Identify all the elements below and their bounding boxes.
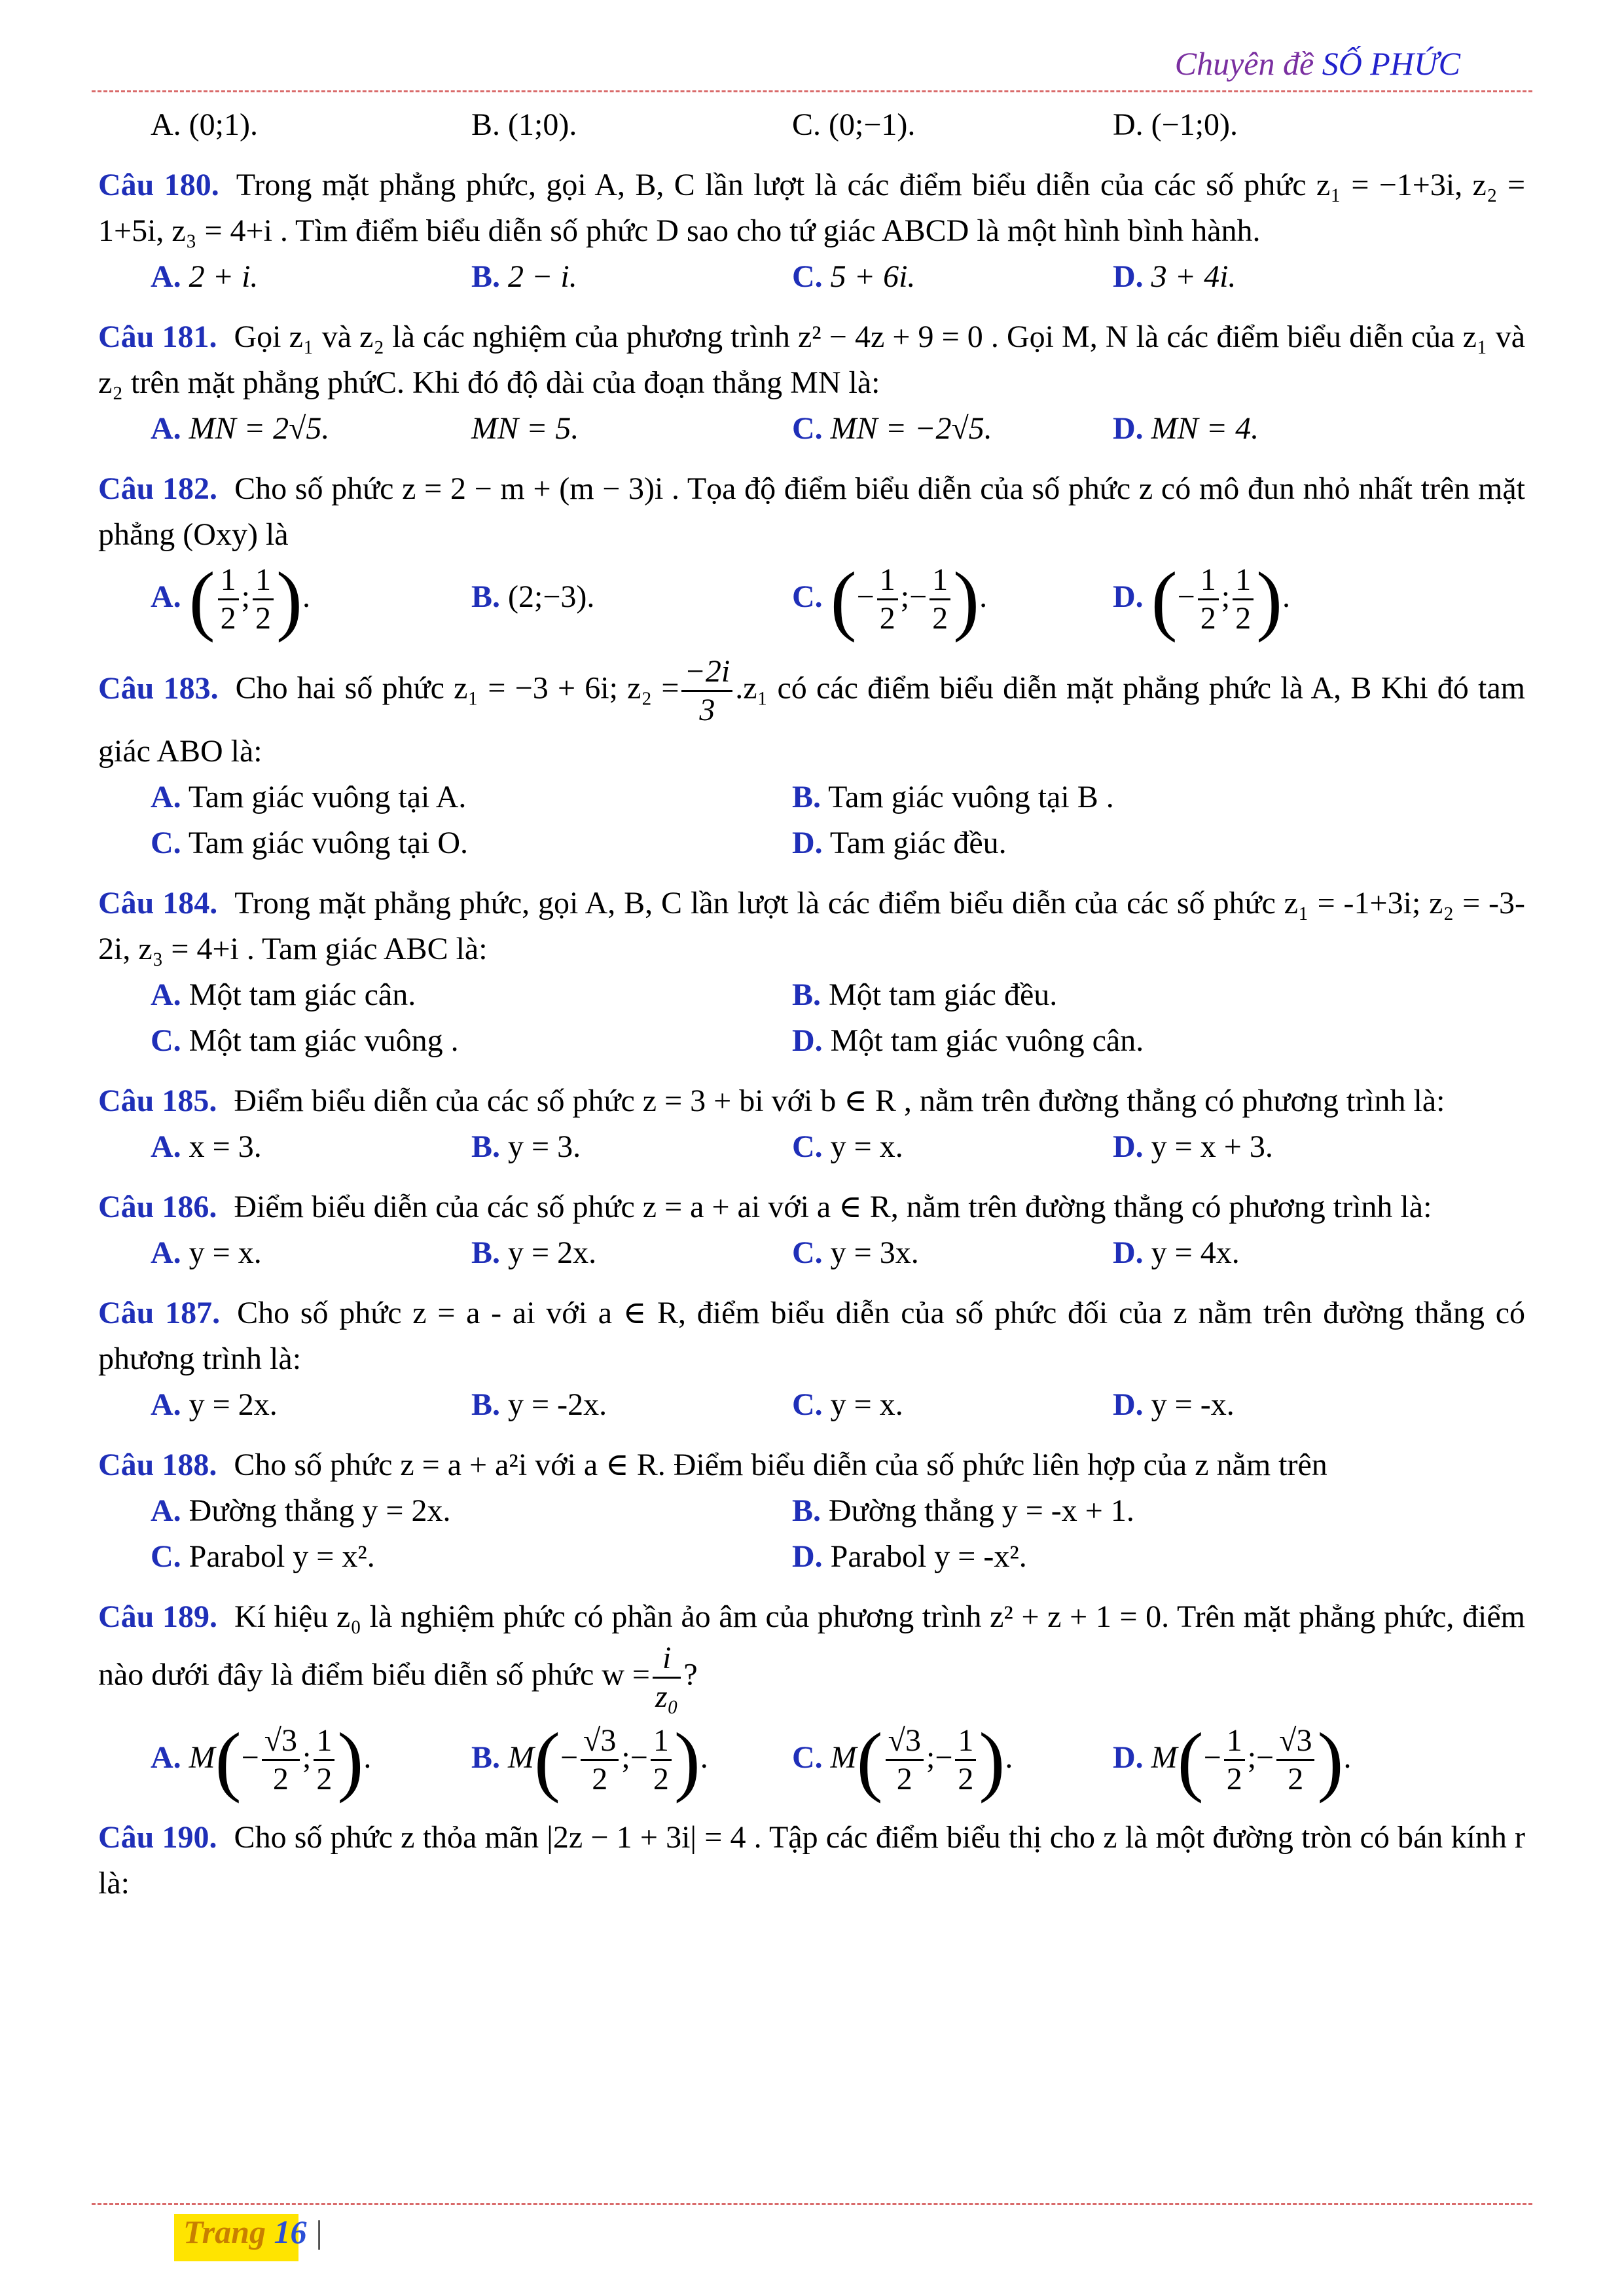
question-188	[98, 1442, 1525, 1488]
page-number: 16	[274, 2214, 307, 2250]
question-number: Câu 181.	[98, 319, 217, 354]
option-d: D. (−1;0).	[1113, 107, 1238, 142]
option-b: B. (2;−3).	[471, 579, 595, 614]
page-footer: Trang 16 |	[183, 2213, 322, 2251]
option-c: C. y = x.	[792, 1129, 903, 1164]
option-d: D. y = x + 3.	[1113, 1129, 1273, 1164]
question-text: Gọi z₁ và z₂ là các nghiệm của phương trình z² − 4z + 9 = 0 . Gọi M, N là các điểm biểu diễn của z₁ và z₂ trên mặt phẳng phứC. Khi đó độ dài của đoạn thẳng MN là:	[98, 319, 1526, 400]
option-b: B. y = 3.	[471, 1129, 581, 1164]
page-header: Chuyên đề SỐ PHỨC	[1174, 45, 1460, 82]
question-181	[98, 314, 1525, 406]
option-b: B. Đường thẳng y = -x + 1.	[792, 1493, 1134, 1528]
option-d: D. M(− $\frac{1}{2}$ ;− $\frac{√3}{2}$ ).	[1113, 1716, 1352, 1804]
option-c: C. Một tam giác vuông .	[151, 1023, 459, 1058]
question-183: Câu 183. Cho hai số phức z₁ = −3 + 6i; z₂ = $\frac{-2i}{3}$ .z₁ có các điểm biểu diễn mặt phẳng phức là A, B Khi đó tam giác ABO là:	[98, 653, 1526, 769]
question-number: Câu 185.	[98, 1083, 217, 1118]
option-b: B. Một tam giác đều.	[792, 977, 1058, 1012]
options-grid	[98, 972, 1525, 1064]
question-number: Câu 190.	[98, 1819, 217, 1855]
option-d: D. Tam giác đều.	[792, 825, 1007, 860]
options-row	[98, 1124, 1525, 1170]
option-b: B. 2 − i.	[471, 259, 577, 294]
question-number: Câu 188.	[98, 1447, 217, 1482]
option-c: C. Parabol y = x².	[151, 1539, 375, 1574]
question-text: Trong mặt phẳng phức, gọi A, B, C lần lượt là các điểm biểu diễn của các số phức z₁ = −1+3i, z₂ = 1+5i, z₃ = 4+i . Tìm điểm biểu diễn số phức D sao cho tứ giác ABCD là một hình bình hành.	[98, 168, 1526, 248]
option-d: D. y = -x.	[1113, 1387, 1235, 1422]
question-180	[98, 162, 1525, 254]
question-186	[98, 1184, 1525, 1230]
option-a: A. Đường thẳng y = 2x.	[151, 1493, 451, 1528]
option-c: C. Tam giác vuông tại O.	[151, 825, 469, 860]
options-grid	[98, 774, 1525, 866]
option-c: C. 5 + 6i.	[792, 259, 916, 294]
option-b: B. (1;0).	[471, 107, 577, 142]
question-number: Câu 186.	[98, 1189, 217, 1224]
question-184	[98, 881, 1525, 972]
option-d: D. Parabol y = -x².	[792, 1539, 1027, 1574]
question-text: Cho số phức z = a + a²i với a ∈ R. Điểm biểu diễn của số phức liên hợp của z nằm trên	[234, 1447, 1327, 1482]
option-a: A. M(− $\frac{√3}{2}$ ; $\frac{1}{2}$ ).	[151, 1716, 372, 1804]
footer-divider	[92, 2203, 1532, 2205]
option-a: A. MN = 2√5.	[151, 411, 330, 446]
question-text: Cho số phức z thỏa mãn |2z − 1 + 3i| = 4 . Tập các điểm biểu thị cho z là một đường tròn có bán kính r là:	[98, 1819, 1525, 1901]
option-d: D. (− $\frac{1}{2}$ ; $\frac{1}{2}$ ).	[1113, 555, 1291, 643]
option-c: C. M( $\frac{√3}{2}$ ;− $\frac{1}{2}$ ).	[792, 1716, 1013, 1804]
question-text: Điểm biểu diễn của các số phức z = 3 + bi với b ∈ R , nằm trên đường thẳng có phương trình là:	[234, 1083, 1445, 1118]
options-row	[98, 555, 1525, 643]
option-d: D. y = 4x.	[1113, 1235, 1240, 1270]
options-row	[98, 1382, 1525, 1428]
option-c: C. MN = −2√5.	[792, 411, 992, 446]
page-content	[98, 92, 1525, 1906]
option-b: B. M(− $\frac{√3}{2}$ ;− $\frac{1}{2}$ ).	[471, 1716, 708, 1804]
header-topic: SỐ PHỨC	[1322, 45, 1460, 82]
question-text: Trong mặt phẳng phức, gọi A, B, C lần lượt là các điểm biểu diễn của các số phức z₁ = -1+3i; z₂ = -3-2i, z₃ = 4+i . Tam giác ABC là:	[98, 885, 1526, 966]
option-a: A. Một tam giác cân.	[151, 977, 416, 1012]
question-number: Câu 187.	[98, 1295, 221, 1330]
question-number: Câu 184.	[98, 885, 218, 920]
option-b: B. y = -2x.	[471, 1387, 607, 1422]
question-number: Câu 189.	[98, 1599, 217, 1634]
option-d: D. Một tam giác vuông cân.	[792, 1023, 1144, 1058]
options-row	[98, 1715, 1525, 1804]
option-a: A. y = x.	[151, 1235, 262, 1270]
options-row	[98, 102, 1525, 148]
question-number: Câu 180.	[98, 168, 219, 202]
question-182	[98, 466, 1525, 558]
option-a: A. ( $\frac{1}{2}$ ; $\frac{1}{2}$ ).	[151, 555, 310, 643]
option-c: C. (− $\frac{1}{2}$ ;− $\frac{1}{2}$ ).	[792, 555, 988, 643]
options-row	[98, 1230, 1525, 1276]
option-a: A. (0;1).	[151, 107, 258, 142]
option-b: MN = 5.	[471, 411, 579, 446]
options-grid	[98, 1488, 1525, 1580]
question-185	[98, 1078, 1525, 1124]
question-text: Điểm biểu diễn của các số phức z = a + ai với a ∈ R, nằm trên đường thẳng có phương trình là:	[234, 1189, 1432, 1224]
option-a: A. y = 2x.	[151, 1387, 278, 1422]
option-d: D. MN = 4.	[1113, 411, 1259, 446]
option-c: C. y = x.	[792, 1387, 903, 1422]
options-row	[98, 254, 1525, 300]
option-a: A. 2 + i.	[151, 259, 259, 294]
option-b: B. y = 2x.	[471, 1235, 597, 1270]
option-d: D. 3 + 4i.	[1113, 259, 1236, 294]
question-number: Câu 183.	[98, 670, 219, 706]
option-c: C. y = 3x.	[792, 1235, 919, 1270]
question-190	[98, 1815, 1525, 1906]
question-text: Cho số phức z = 2 − m + (m − 3)i . Tọa độ điểm biểu diễn của số phức z có mô đun nhỏ nhất trên mặt phẳng (Oxy) là	[98, 471, 1526, 552]
question-text: Cho số phức z = a - ai với a ∈ R, điểm biểu diễn của số phức đối của z nằm trên đường thẳng có phương trình là:	[98, 1295, 1525, 1376]
question-number: Câu 182.	[98, 471, 218, 506]
option-c: C. (0;−1).	[792, 107, 916, 142]
option-a: A. x = 3.	[151, 1129, 262, 1164]
option-b: B. Tam giác vuông tại B .	[792, 779, 1114, 814]
options-row	[98, 406, 1525, 452]
question-187	[98, 1290, 1525, 1382]
question-189: Câu 189. Kí hiệu z₀ là nghiệm phức có phần ảo âm của phương trình z² + z + 1 = 0. Trên mặt phẳng phức, điểm nào dưới đây là điểm biểu diễn số phức w = $\frac{i}{\text{z₀}}$ ?	[98, 1599, 1525, 1714]
option-a: A. Tam giác vuông tại A.	[151, 779, 467, 814]
